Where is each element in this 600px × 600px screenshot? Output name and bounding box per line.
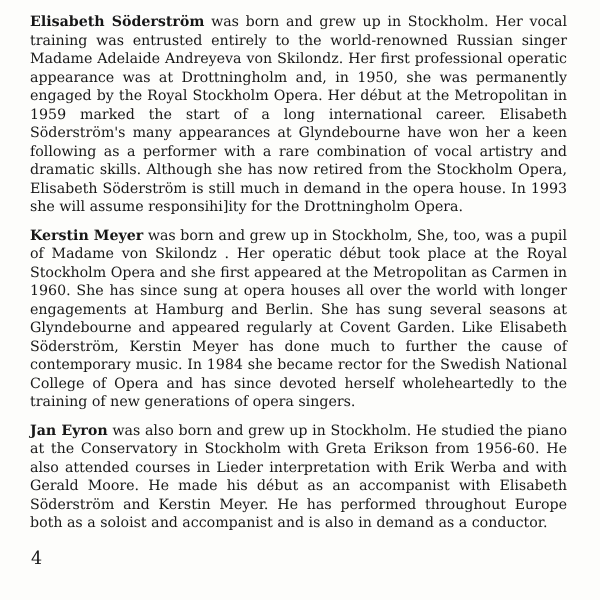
bio-text-meyer: was born and grew up in Stockholm, She, too, was a pupil of Madame von Skilondz . Her operatic début took place at the Royal Stockholm Opera and she first appeared at the Metropolitan as Carmen in 1960. She has since sung at opera houses all over the world with longer engagements at Hamburg and Berlin. She has sung several seasons at Glyndebourne and appeared regularly at Covent Garden. Like Elisabeth Söderström, Kerstin Meyer has done much to further the cause of contemporary music. In 1984 she became rector for the Swedish National College of Opera and has since devoted herself wholeheartedly to the training of new generations of opera singers.: [30, 227, 567, 410]
bio-text-soderstrom: was born and grew up in Stockholm. Her vocal training was entrusted entirely to the world-renowned Russian singer Madame Adelaide Andreyeva von Skilondz. Her first professional operatic appearance was at Drottningholm and, in 1950, she was permanently engaged by the Royal Stockholm Opera. Her début at the Metropolitan in 1959 marked the start of a long international career. Elisabeth Söderström's many appearances at Glyndebourne have won her a keen following as a performer with a rare combination of vocal artistry and dramatic skills. Although she has now retired from the Stockholm Opera, Elisabeth Söderström is still much in demand in the opera house. In 1993 she will assume responsihi]ity for the Drottningholm Opera.: [30, 14, 567, 215]
bio-paragraph-eyron: [30, 422, 567, 533]
bio-text-eyron: was also born and grew up in Stockholm. He studied the piano at the Conservatory in Stockholm with Greta Erikson from 1956-60. He also attended courses in Lieder interpretation with Erik Werba and with Gerald Moore. He made his début as an accompanist with Elisabeth Söderström and Kerstin Meyer. He has performed throughout Europe both as a soloist and accompanist and is also in demand as a conductor.: [30, 422, 567, 531]
bio-paragraph-soderstrom: [30, 13, 567, 217]
artist-name-eyron: Jan Eyron: [30, 422, 108, 439]
bio-paragraph-meyer: [30, 227, 567, 412]
artist-name-soderstrom: Elisabeth Söderström: [30, 14, 205, 30]
page-number: 4: [31, 549, 43, 569]
page-content: [30, 13, 567, 543]
artist-name-meyer: Kerstin Meyer: [30, 227, 144, 244]
